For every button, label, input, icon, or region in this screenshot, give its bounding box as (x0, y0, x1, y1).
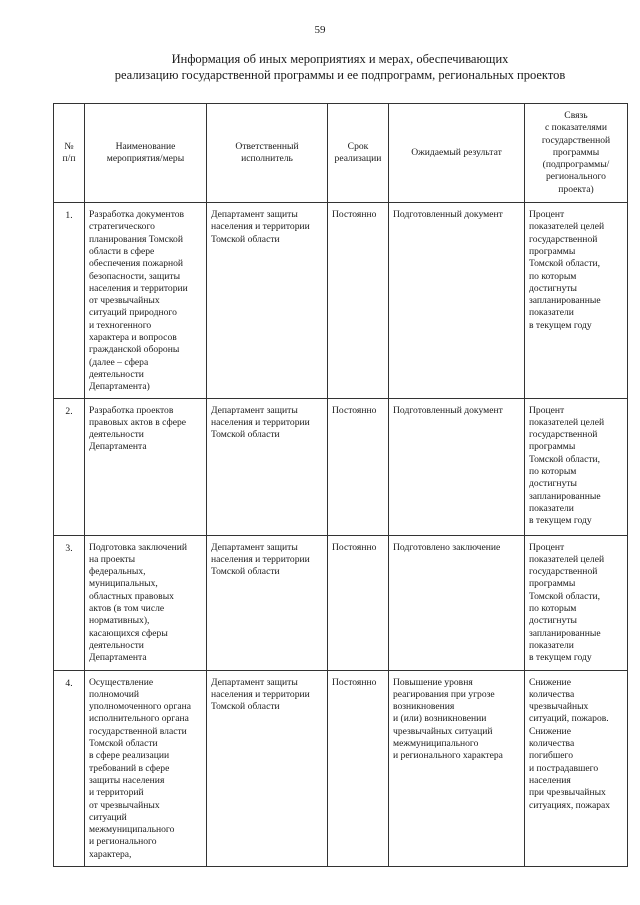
responsible-executor: Департамент защиты населения и территории Томской области (207, 670, 328, 866)
page-title (60, 51, 620, 83)
row-number: 3. (54, 535, 85, 670)
header-number: № п/п (54, 104, 85, 203)
measure-name: Подготовка заключений на проекты федеральных, муниципальных, областных правовых актов (в том числе нормативных), касающихся сферы деятельности Департамента (85, 535, 207, 670)
title-line-2: реализацию государственной программы и ее подпрограмм, региональных проектов (114, 68, 566, 82)
header-result: Ожидаемый результат (389, 104, 525, 203)
header-term: Срок реализации (328, 104, 389, 203)
expected-result: Повышение уровня реагирования при угрозе возникновения и (или) возникновении чрезвычайных ситуаций межмуниципального и регионального характера (389, 670, 525, 866)
header-executor: Ответственный исполнитель (207, 104, 328, 203)
indicator-link: Процент показателей целей государственной программы Томской области, по которым достигнуты запланированные показатели в текущем году (525, 203, 628, 398)
indicator-link: Процент показателей целей государственной программы Томской области, по которым достигнуты запланированные показатели в текущем году (525, 535, 628, 670)
title-line-1: Информация об иных мероприятиях и мерах, обеспечивающих (171, 52, 509, 66)
implementation-term: Постоянно (328, 670, 389, 866)
measure-name: Разработка проектов правовых актов в сфере деятельности Департамента (85, 398, 207, 535)
measure-name: Осуществление полномочий уполномоченного органа исполнительного органа государственной власти Томской области в сфере реализации требований в сфере защиты населения и территорий от чрезвычайных ситуаций межмуниципального и регионального характера, (85, 670, 207, 866)
header-link: Связь с показателями государственной программы (подпрограммы/ регионального проекта) (525, 104, 628, 203)
indicator-link: Процент показателей целей государственной программы Томской области, по которым достигнуты запланированные показатели в текущем году (525, 398, 628, 535)
implementation-term: Постоянно (328, 203, 389, 398)
row-number: 2. (54, 398, 85, 535)
indicator-link: Снижение количества чрезвычайных ситуаций, пожаров. Снижение количества погибшего и пострадавшего населения при чрезвычайных ситуациях, пожарах (525, 670, 628, 866)
row-number: 4. (54, 670, 85, 866)
table-row (54, 203, 628, 398)
expected-result: Подготовлено заключение (389, 535, 525, 670)
responsible-executor: Департамент защиты населения и территории Томской области (207, 203, 328, 398)
table-header-row (54, 104, 628, 203)
expected-result: Подготовленный документ (389, 203, 525, 398)
row-number: 1. (54, 203, 85, 398)
header-name: Наименование мероприятия/меры (85, 104, 207, 203)
measures-table (53, 103, 628, 867)
table-row (54, 398, 628, 535)
implementation-term: Постоянно (328, 535, 389, 670)
page-number: 59 (314, 24, 326, 36)
responsible-executor: Департамент защиты населения и территории Томской области (207, 398, 328, 535)
expected-result: Подготовленный документ (389, 398, 525, 535)
table-row (54, 535, 628, 670)
table-row (54, 670, 628, 866)
implementation-term: Постоянно (328, 398, 389, 535)
measure-name: Разработка документов стратегического планирования Томской области в сфере обеспечения пожарной безопасности, защиты населения и территории от чрезвычайных ситуаций природного и техногенного характера и вопросов гражданской обороны (далее – сфера деятельности Департамента) (85, 203, 207, 398)
responsible-executor: Департамент защиты населения и территории Томской области (207, 535, 328, 670)
